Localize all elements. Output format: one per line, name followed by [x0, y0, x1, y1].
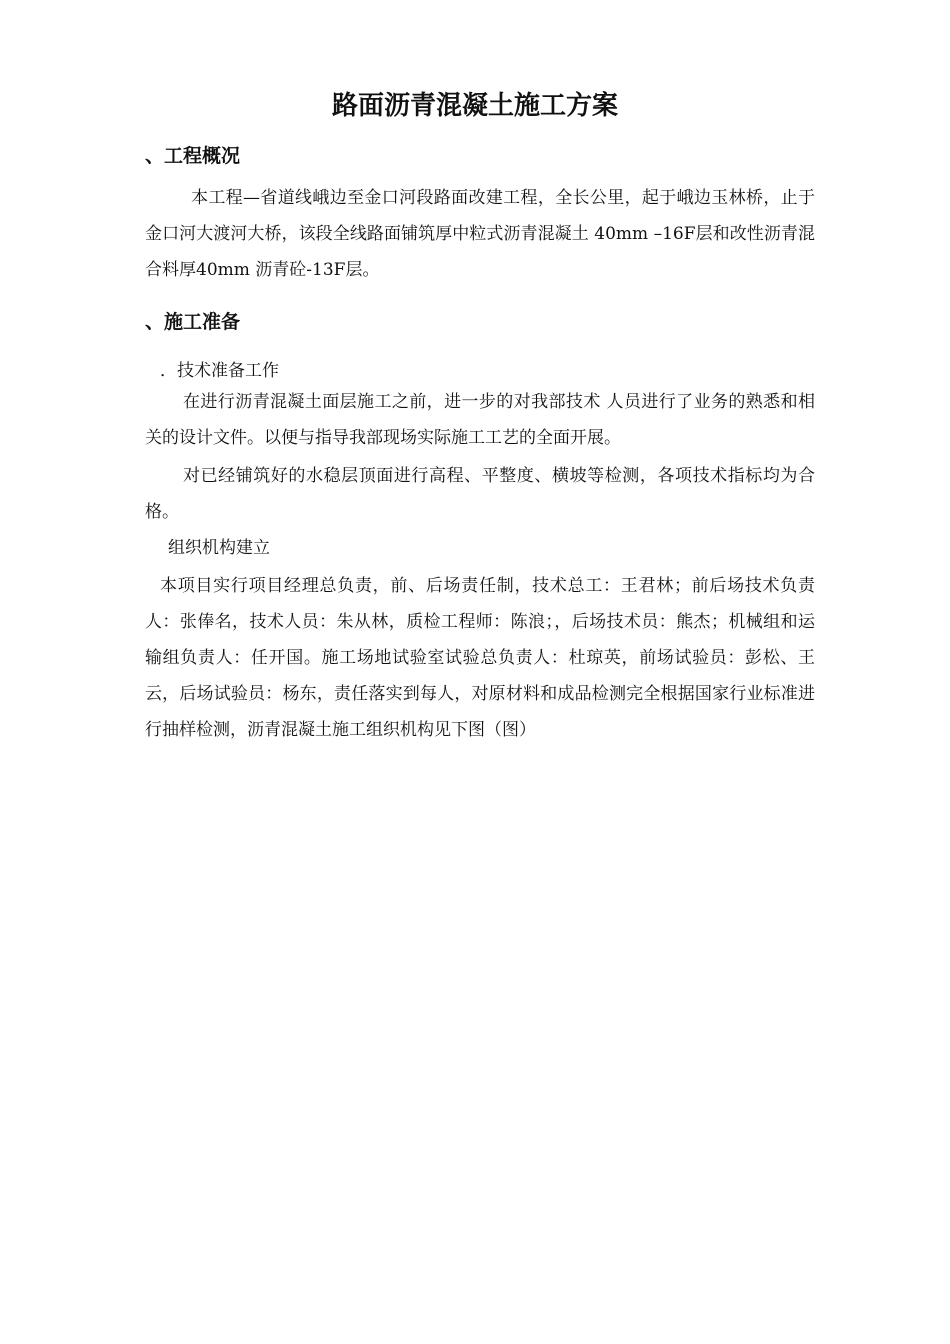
section-heading-overview: 、工程概况 — [145, 145, 241, 167]
subheading-technical-preparation: ．技术准备工作 — [160, 361, 279, 381]
subheading-organization: 组织机构建立 — [168, 538, 270, 558]
overview-paragraph: 本工程—省道线峨边至金口河段路面改建工程，全长公里，起于峨边玉林桥，止于金口河大渡河大桥，该段全线路面铺筑厚中粒式沥青混凝土 40mm –16F层和改性沥青混合料厚40mm 沥青砼-13F层。 — [145, 188, 815, 280]
organization-paragraph: 本项目实行项目经理总负责，前、后场责任制，技术总工：王君林；前后场技术负责人：张俸名，技术人员：朱从林，质检工程师：陈浪；，后场技术员：熊杰；机械组和运输组负责人：任开国。施工场地试验室试验总负责人：杜琼英，前场试验员：彭松、王云，后场试验员：杨东，责任落实到每人，对原材料和成品检测完全根据国家行业标准进行抽样检测，沥青混凝土施工组织机构见下图（图） — [145, 576, 815, 740]
technical-paragraph-1: 在进行沥青混凝土面层施工之前，进一步的对我部技术 人员进行了业务的熟悉和相关的设计文件。以便与指导我部现场实际施工工艺的全面开展。 — [145, 392, 815, 448]
section-heading-preparation: 、施工准备 — [145, 311, 241, 333]
technical-paragraph-2: 对已经铺筑好的水稳层顶面进行高程、平整度、横坡等检测，各项技术指标均为合格。 — [145, 466, 815, 522]
document-title: 路面沥青混凝土施工方案 — [331, 91, 618, 121]
